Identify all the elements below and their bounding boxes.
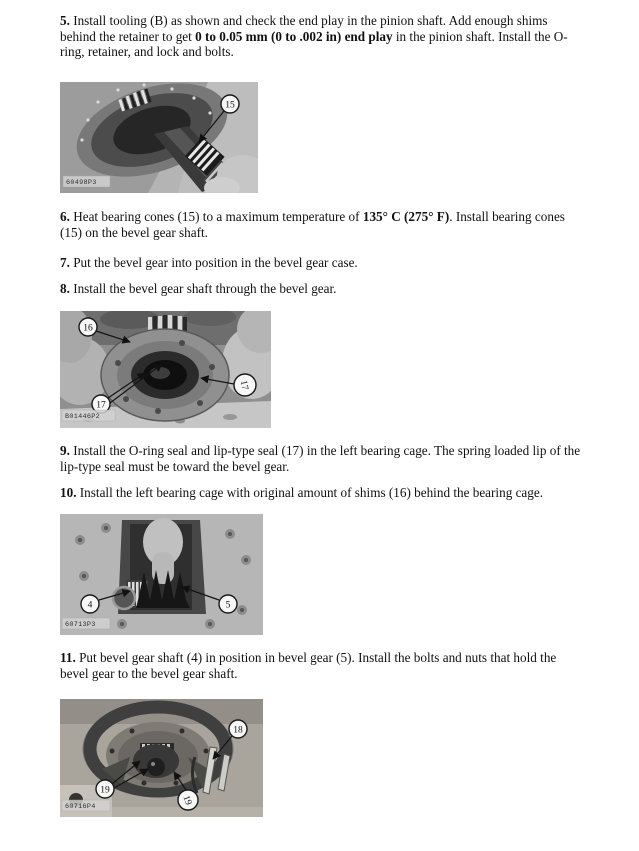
callout-15 <box>221 95 239 113</box>
step-text: Put the bevel gear into position in the bevel gear case. <box>69 255 358 270</box>
svg-text:B01446P2: B01446P2 <box>65 413 101 421</box>
step-number: 7. <box>60 255 70 270</box>
svg-text:17: 17 <box>96 400 106 411</box>
callout-4 <box>81 595 99 613</box>
step-text-bold: 0 to 0.05 mm (0 to .002 in) end play <box>195 28 393 44</box>
gear-shaft-install-photo-illustration <box>60 514 263 635</box>
svg-text:17: 17 <box>237 379 250 391</box>
figure-3-photo <box>60 514 263 635</box>
step-number: 5. <box>60 13 70 28</box>
svg-text:19: 19 <box>180 794 194 807</box>
photo-id-label <box>63 176 110 187</box>
callout-17-rotated <box>234 374 256 396</box>
bearing-cage-photo-illustration <box>60 311 271 428</box>
step-number: 6. <box>60 209 70 224</box>
step-number: 9. <box>60 443 70 458</box>
figure-4-photo <box>60 699 263 817</box>
step-8-paragraph <box>60 281 584 297</box>
callout-16 <box>79 318 97 336</box>
step-number: 11. <box>60 650 76 665</box>
photo-id-label <box>62 800 110 811</box>
svg-text:60716P4: 60716P4 <box>65 803 96 811</box>
step-text: in the pinion shaft. Install the O-ring, retainer, and lock and bolts. <box>60 28 568 60</box>
step-text: . Install bearing cones (15) on the bevel gear shaft. <box>60 209 565 240</box>
step-text: Install tooling (B) as shown and check the end play in the pinion shaft. Add enough shims behind the retainer to get <box>60 13 548 44</box>
figure-1-photo <box>60 82 258 193</box>
shaft-end-cap <box>113 587 135 609</box>
svg-text:5: 5 <box>225 600 231 611</box>
step-number: 8. <box>60 281 70 296</box>
callout-19 <box>96 780 114 798</box>
step-10-paragraph <box>60 485 584 501</box>
step-text: Heat bearing cones (15) to a maximum temperature of <box>69 209 363 224</box>
step-number: 10. <box>60 485 77 500</box>
svg-text:60498P3: 60498P3 <box>66 179 97 187</box>
step-text: Put bevel gear shaft (4) in position in bevel gear (5). Install the bolts and nuts that hold the bevel gear to the bevel gear shaft. <box>60 650 557 681</box>
step-9-paragraph <box>60 443 584 474</box>
step-text: Install the left bearing cage with original amount of shims (16) behind the bearing cage. <box>76 485 544 500</box>
svg-text:19: 19 <box>100 785 110 796</box>
svg-text:18: 18 <box>233 725 243 736</box>
step-5-paragraph <box>60 13 584 60</box>
bevel-gear-assembly-photo-illustration <box>60 699 263 817</box>
pinion-shaft-photo-illustration <box>60 82 258 193</box>
step-6-paragraph <box>60 209 584 240</box>
step-7-paragraph <box>60 255 584 271</box>
svg-text:15: 15 <box>225 100 235 111</box>
svg-text:4: 4 <box>87 600 93 611</box>
step-text-bold: 135° C (275° F) <box>362 209 450 224</box>
figure-2-photo <box>60 311 271 428</box>
photo-id-label <box>62 410 115 421</box>
callout-19-rotated <box>178 790 198 810</box>
svg-text:60713P3: 60713P3 <box>65 621 96 629</box>
step-11-paragraph <box>60 650 584 681</box>
photo-id-label <box>62 618 110 629</box>
callout-18 <box>229 720 247 738</box>
step-text: Install the O-ring seal and lip-type seal (17) in the left bearing cage. The spring loaded lip of the lip-type seal must be toward the bevel gear. <box>60 443 581 474</box>
step-text: Install the bevel gear shaft through the bevel gear. <box>69 281 337 296</box>
bearing-cage <box>101 329 229 421</box>
svg-text:16: 16 <box>83 323 93 334</box>
callout-5 <box>219 595 237 613</box>
